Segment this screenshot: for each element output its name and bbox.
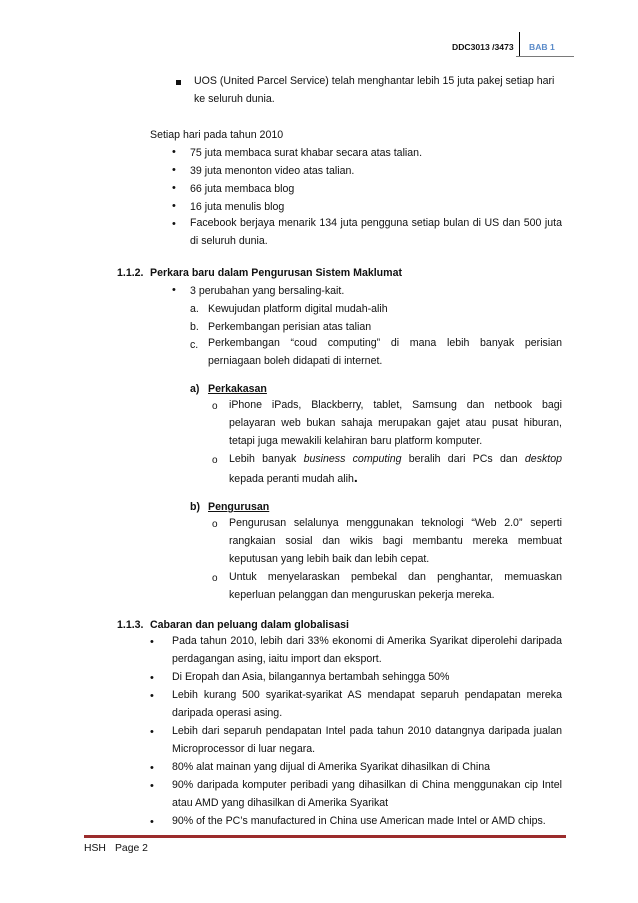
bullet-icon: • (172, 284, 176, 296)
daily-item-1: 75 juta membaca surat khabar secara atas talian. (190, 147, 423, 159)
ups-line-2: ke seluruh dunia. (194, 93, 275, 105)
bullet-icon: • (150, 672, 154, 684)
management-item-2: Untuk menyelaraskan pembekal dan penghantar, memuaskan keperluan pelanggan dan menguruskan pekerja mereka. (229, 571, 562, 601)
section-113-title: Cabaran dan peluang dalam globalisasi (150, 619, 349, 631)
hardware-item-2-part-3: kepada peranti mudah alih (229, 473, 354, 485)
circle-bullet-icon: o (212, 573, 218, 584)
global-item-7: 90% of the PC’s manufactured in China use American made Intel or AMD chips. (172, 815, 546, 827)
daily-item-3: 66 juta membaca blog (190, 183, 295, 195)
hardware-label: a) (190, 383, 200, 395)
change-letter-a: a. (190, 303, 199, 315)
square-bullet-icon (176, 80, 181, 85)
section-112-number: 1.1.2. (117, 267, 144, 279)
ups-line-1: UOS (United Parcel Service) telah menghantar lebih 15 juta pakej setiap hari (194, 75, 555, 87)
hardware-item-2-part-2: beralih dari PCs dan (401, 453, 525, 465)
bullet-icon: • (172, 146, 176, 158)
header-course-code: DDC3013 /3473 (452, 42, 514, 52)
management-label: b) (190, 501, 200, 513)
bullet-icon: • (172, 164, 176, 176)
management-title: Pengurusan (208, 501, 270, 513)
daily-intro: Setiap hari pada tahun 2010 (150, 129, 284, 141)
bullet-icon: • (172, 200, 176, 212)
daily-item-5: Facebook berjaya menarik 134 juta pengguna setiap bulan di US dan 500 juta di seluruh dunia. (190, 217, 562, 247)
bullet-icon: • (172, 218, 176, 230)
hardware-item-2-part-1: Lebih banyak (229, 453, 304, 465)
change-letter-c: c. (190, 339, 199, 351)
bullet-icon: • (150, 726, 154, 738)
section-113-number: 1.1.3. (117, 619, 144, 631)
global-item-5: 80% alat mainan yang dijual di Amerika Syarikat dihasilkan di China (172, 761, 490, 773)
section-112-title: Perkara baru dalam Pengurusan Sistem Maklumat (150, 267, 402, 279)
hardware-item-2 (229, 450, 562, 488)
change-text-b: Perkembangan perisian atas talian (208, 321, 372, 333)
footer-page-number: Page 2 (115, 843, 148, 854)
global-item-3: Lebih kurang 500 syarikat-syarikat AS mendapat separuh pendapatan mereka daripada operasi asing. (172, 689, 562, 719)
daily-item-4: 16 juta menulis blog (190, 201, 285, 213)
change-letter-b: b. (190, 321, 199, 333)
header-rule (516, 56, 574, 57)
header-separator (519, 32, 520, 56)
circle-bullet-icon: o (212, 455, 218, 466)
circle-bullet-icon: o (212, 519, 218, 530)
bullet-icon: • (150, 780, 154, 792)
header-chapter: BAB 1 (529, 42, 555, 52)
section-112-bullet: 3 perubahan yang bersaling-kait. (190, 285, 345, 297)
hardware-item-2-italic-1: business computing (303, 453, 402, 465)
global-item-4: Lebih dari separuh pendapatan Intel pada tahun 2010 datangnya daripada jualan Microprocessor di luar negara. (172, 725, 562, 755)
daily-item-2: 39 juta menonton video atas talian. (190, 165, 355, 177)
bullet-icon: • (150, 816, 154, 828)
global-item-2: Di Eropah dan Asia, bilangannya bertambah sehingga 50% (172, 671, 450, 683)
footer-author: HSH (84, 843, 106, 854)
footer-rule (84, 835, 566, 838)
hardware-title: Perkakasan (208, 383, 267, 395)
circle-bullet-icon: o (212, 401, 218, 412)
global-item-6: 90% daripada komputer peribadi yang dihasilkan di China menggunakan cip Intel atau AMD yang dihasilkan di Amerika Syarikat (172, 779, 562, 809)
management-item-1: Pengurusan selalunya menggunakan teknologi “Web 2.0” seperti rangkaian sosial dan wikis bagi membantu mereka membuat keputusan yang lebih baik dan lebih cepat. (229, 517, 562, 565)
bullet-icon: • (150, 636, 154, 648)
hardware-item-1: iPhone iPads, Blackberry, tablet, Samsung dan netbook bagi pelayaran web bukan sahaja merupakan gajet atau pusat hiburan, tetapi juga mewakili kelahiran baru platform komputer. (229, 399, 562, 447)
bullet-icon: • (172, 182, 176, 194)
bullet-icon: • (150, 690, 154, 702)
change-text-a: Kewujudan platform digital mudah-alih (208, 303, 388, 315)
global-item-1: Pada tahun 2010, lebih dari 33% ekonomi di Amerika Syarikat diperolehi daripada perdagangan asing, iaitu import dan eksport. (172, 635, 562, 665)
hardware-item-2-italic-2: desktop (524, 453, 563, 465)
bullet-icon: • (150, 762, 154, 774)
hardware-item-2-period: . (353, 469, 358, 485)
change-text-c: Perkembangan “coud computing” di mana lebih banyak perisian perniagaan boleh didapati di internet. (208, 337, 562, 367)
